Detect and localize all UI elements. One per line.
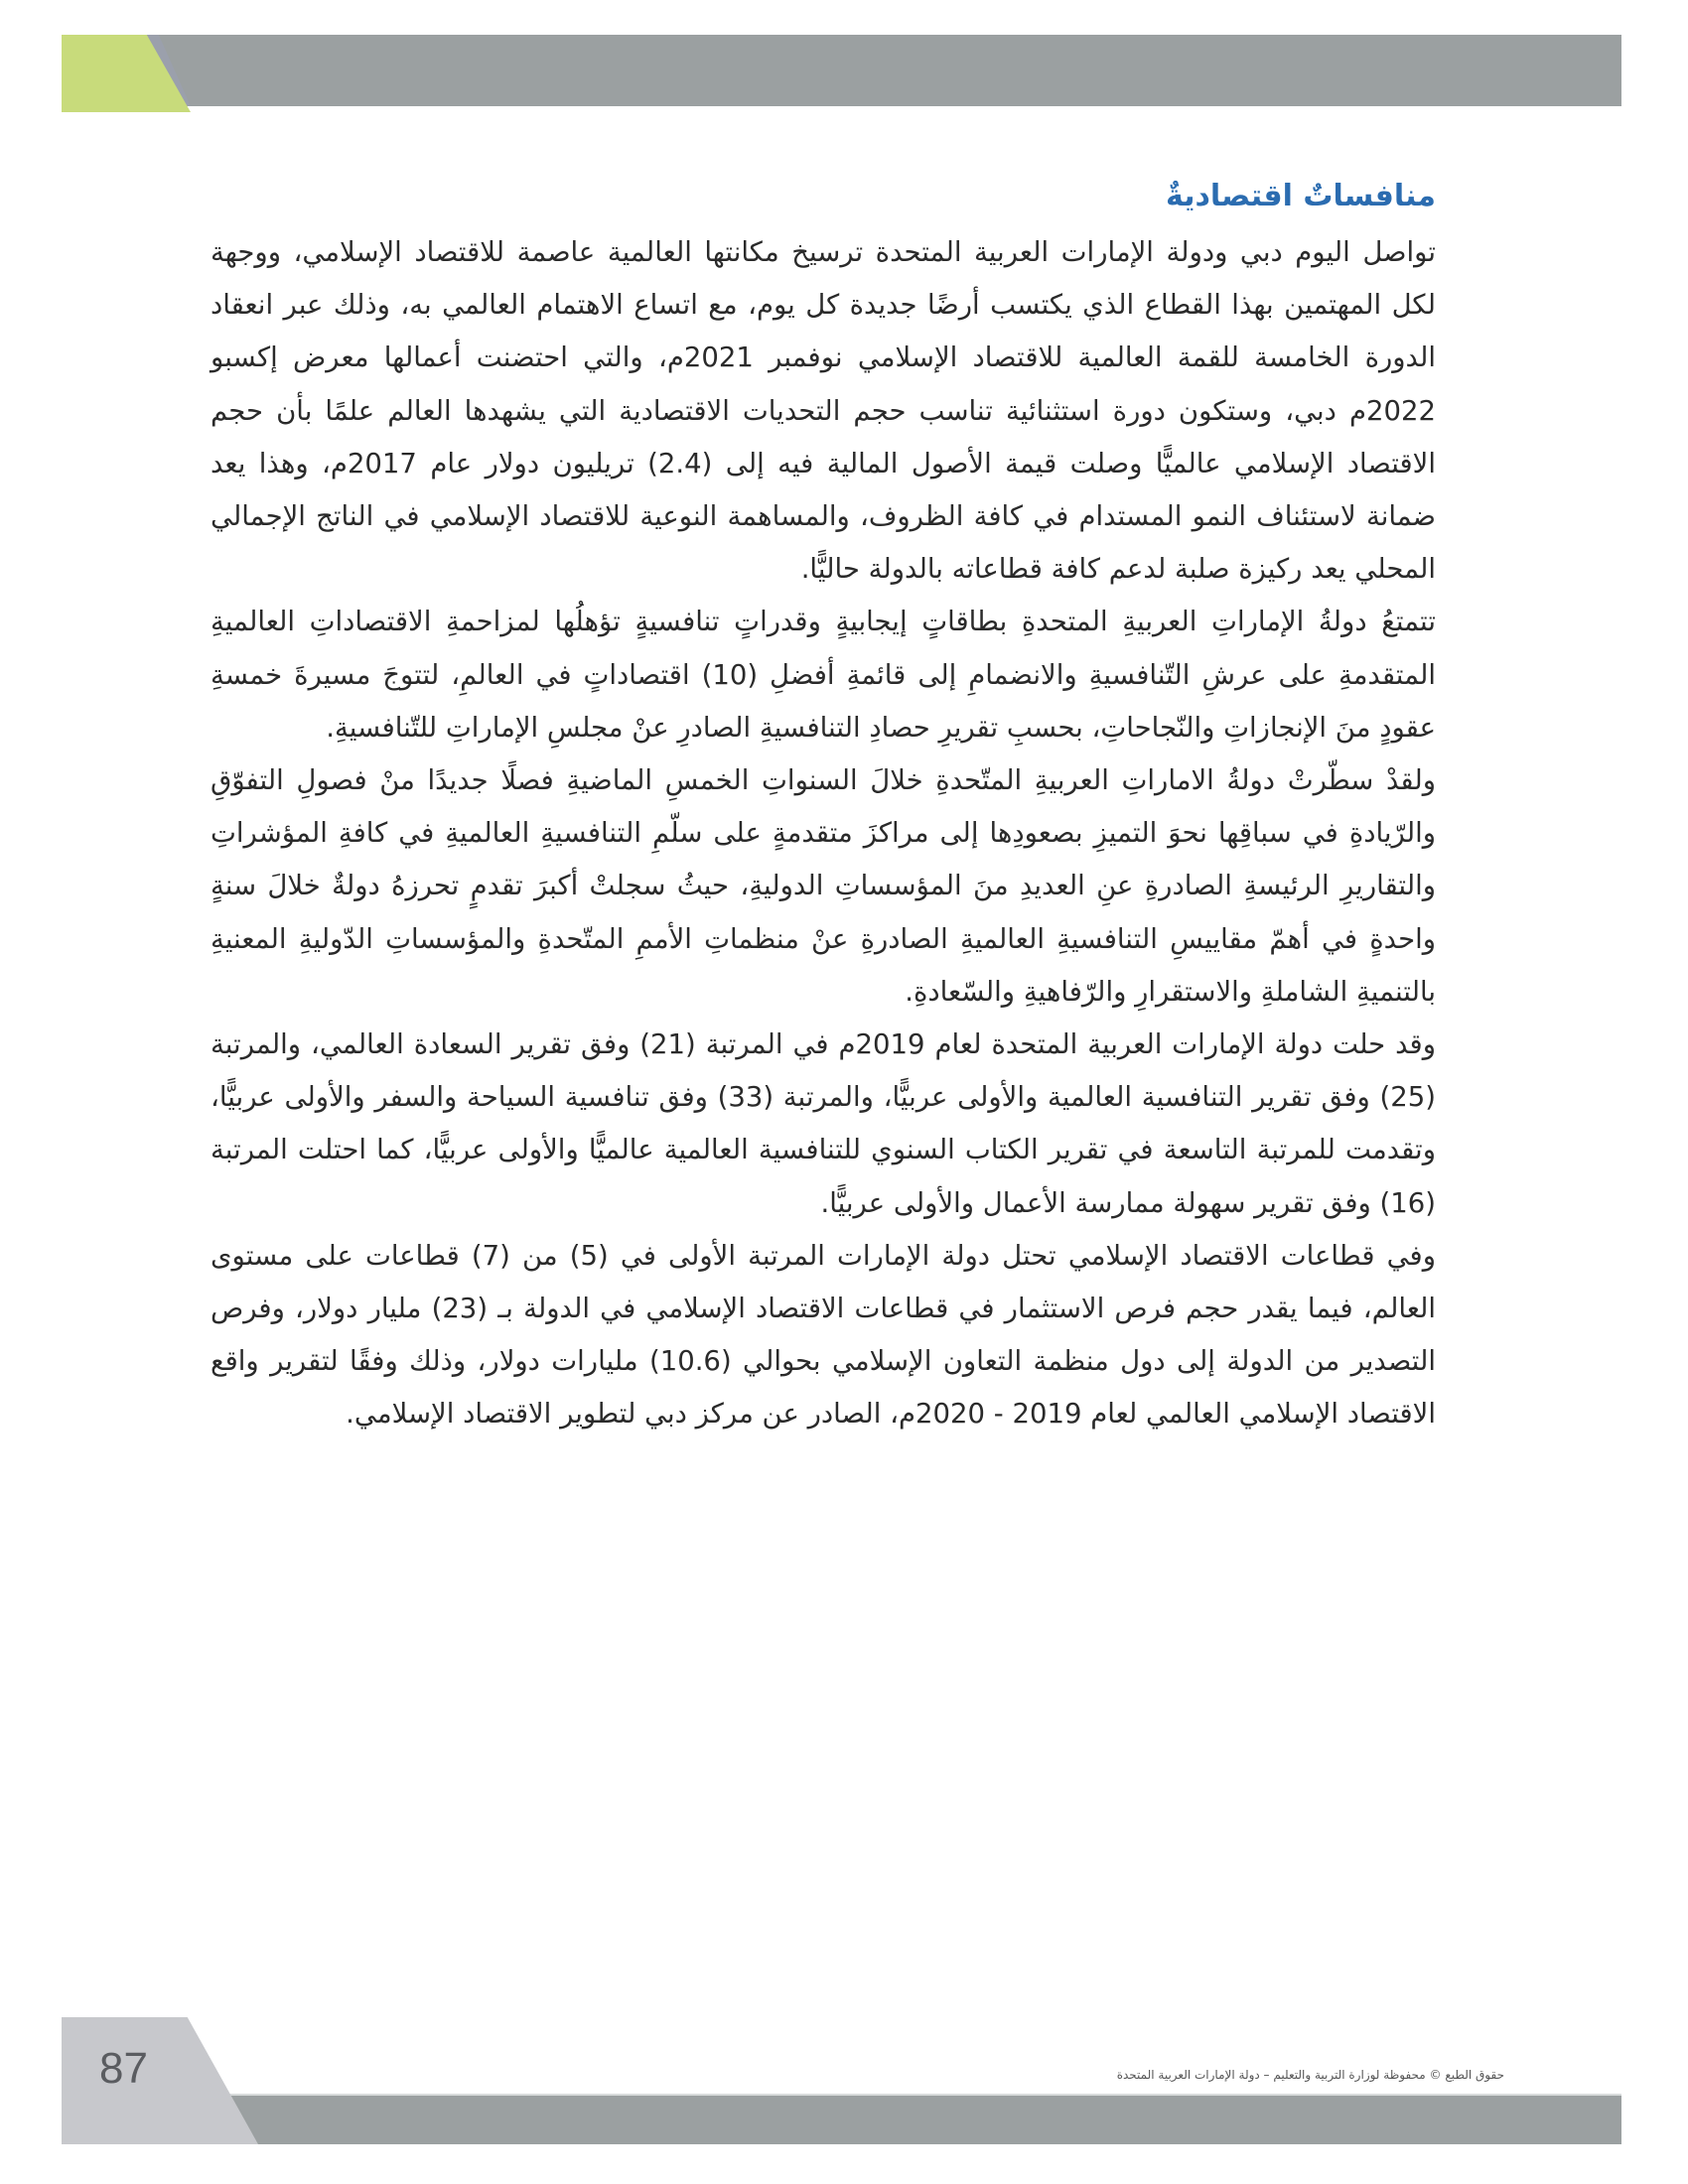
paragraph-4: وقد حلت دولة الإمارات العربية المتحدة لعام 2019م في المرتبة (21) وفق تقرير السعادة العالمي، والمرتبة (25) وفق تقرير التنافسية العالمية والأولى عربيًّا، والمرتبة (33) وفق تنافسية السياحة والسفر والأولى عربيًّا، وتقدمت للمرتبة التاسعة في تقرير الكتاب السنوي للتنافسية العالمية عالميًّا والأولى عربيًّا، كما احتلت المرتبة (16) وفق تقرير سهولة ممارسة الأعمال والأولى عربيًّا. — [211, 1028, 1436, 1219]
footer-bar — [62, 2096, 1621, 2144]
page-content — [211, 171, 1436, 1441]
page-number: 87 — [99, 2044, 148, 2093]
paragraph-2: تتمتعُ دولةُ الإماراتِ العربيةِ المتحدةِ بطاقاتٍ إيجابيةٍ وقدراتٍ تنافسيةٍ تؤهلُها لمزاحمةِ الاقتصاداتِ العالميةِ المتقدمةِ على عرشِ التّنافسيةِ والانضمامِ إلى قائمةِ أفضلِ (10) اقتصاداتٍ في العالمِ، لتتوجَ مسيرةَ خمسةِ عقودٍ منَ الإنجازاتِ والنّجاحاتِ، بحسبِ تقريرِ حصادِ التنافسيةِ الصادرِ عنْ مجلسِ الإماراتِ للتّنافسيةِ. — [211, 606, 1436, 744]
copyright-notice: حقوق الطبع © محفوظة لوزارة التربية والتعليم – دولة الإمارات العربية المتحدة — [1116, 2068, 1504, 2082]
paragraph-1: تواصل اليوم دبي ودولة الإمارات العربية المتحدة ترسيخ مكانتها العالمية عاصمة للاقتصاد الإسلامي، ووجهة لكل المهتمين بهذا القطاع الذي يكتسب أرضًا جديدة كل يوم، مع اتساع الاهتمام العالمي به، وذلك عبر انعقاد الدورة الخامسة للقمة العالمية للاقتصاد الإسلامي نوفمبر 2021م، والتي احتضنت أعمالها معرض إكسبو 2022م دبي، وستكون دورة استثنائية تناسب حجم التحديات الاقتصادية التي يشهدها العالم علمًا بأن حجم الاقتصاد الإسلامي عالميًّا وصلت قيمة الأصول المالية فيه إلى (2.4) تريليون دولار عام 2017م، وهذا يعد ضمانة لاستئناف النمو المستدام في كافة الظروف، والمساهمة النوعية للاقتصاد الإسلامي في الناتج الإجمالي المحلي يعد ركيزة صلبة لدعم كافة قطاعاته بالدولة حاليًّا. — [211, 236, 1436, 586]
paragraph-5: وفي قطاعات الاقتصاد الإسلامي تحتل دولة الإمارات المرتبة الأولى في (5) من (7) قطاعات على مستوى العالم، فيما يقدر حجم فرص الاستثمار في قطاعات الاقتصاد الإسلامي في الدولة بـ (23) مليار دولار، وفرص التصدير من الدولة إلى دول منظمة التعاون الإسلامي بحوالي (10.6) مليارات دولار، وذلك وفقًا لتقرير واقع الاقتصاد الإسلامي العالمي لعام 2019 - 2020م، الصادر عن مركز دبي لتطوير الاقتصاد الإسلامي. — [211, 1239, 1436, 1431]
paragraph-3: ولقدْ سطّرتْ دولةُ الاماراتِ العربيةِ المتّحدةِ خلالَ السنواتِ الخمسِ الماضيةِ فصلًا جديدًا منْ فصولِ التفوّقِ والرّيادةِ في سباقِها نحوَ التميزِ بصعودِها إلى مراكزَ متقدمةٍ على سلّمِ التنافسيةِ العالميةِ في كافةِ المؤشراتِ والتقاريرِ الرئيسةِ الصادرةِ عنِ العديدِ منَ المؤسساتِ الدوليةِ، حيثُ سجلتْ أكبرَ تقدمٍ تحرزهُ دولةٌ خلالَ سنةٍ واحدةٍ في أهمّ مقاييسِ التنافسيةِ العالميةِ الصادرةِ عنْ منظماتِ الأممِ المتّحدةِ والمؤسساتِ الدّوليةِ المعنيةِ بالتنميةِ الشاملةِ والاستقرارِ والرّفاهيةِ والسّعادةِ. — [211, 764, 1436, 1008]
header-bar — [62, 35, 1621, 106]
section-title: منافساتٌ اقتصاديةٌ — [1166, 179, 1436, 213]
